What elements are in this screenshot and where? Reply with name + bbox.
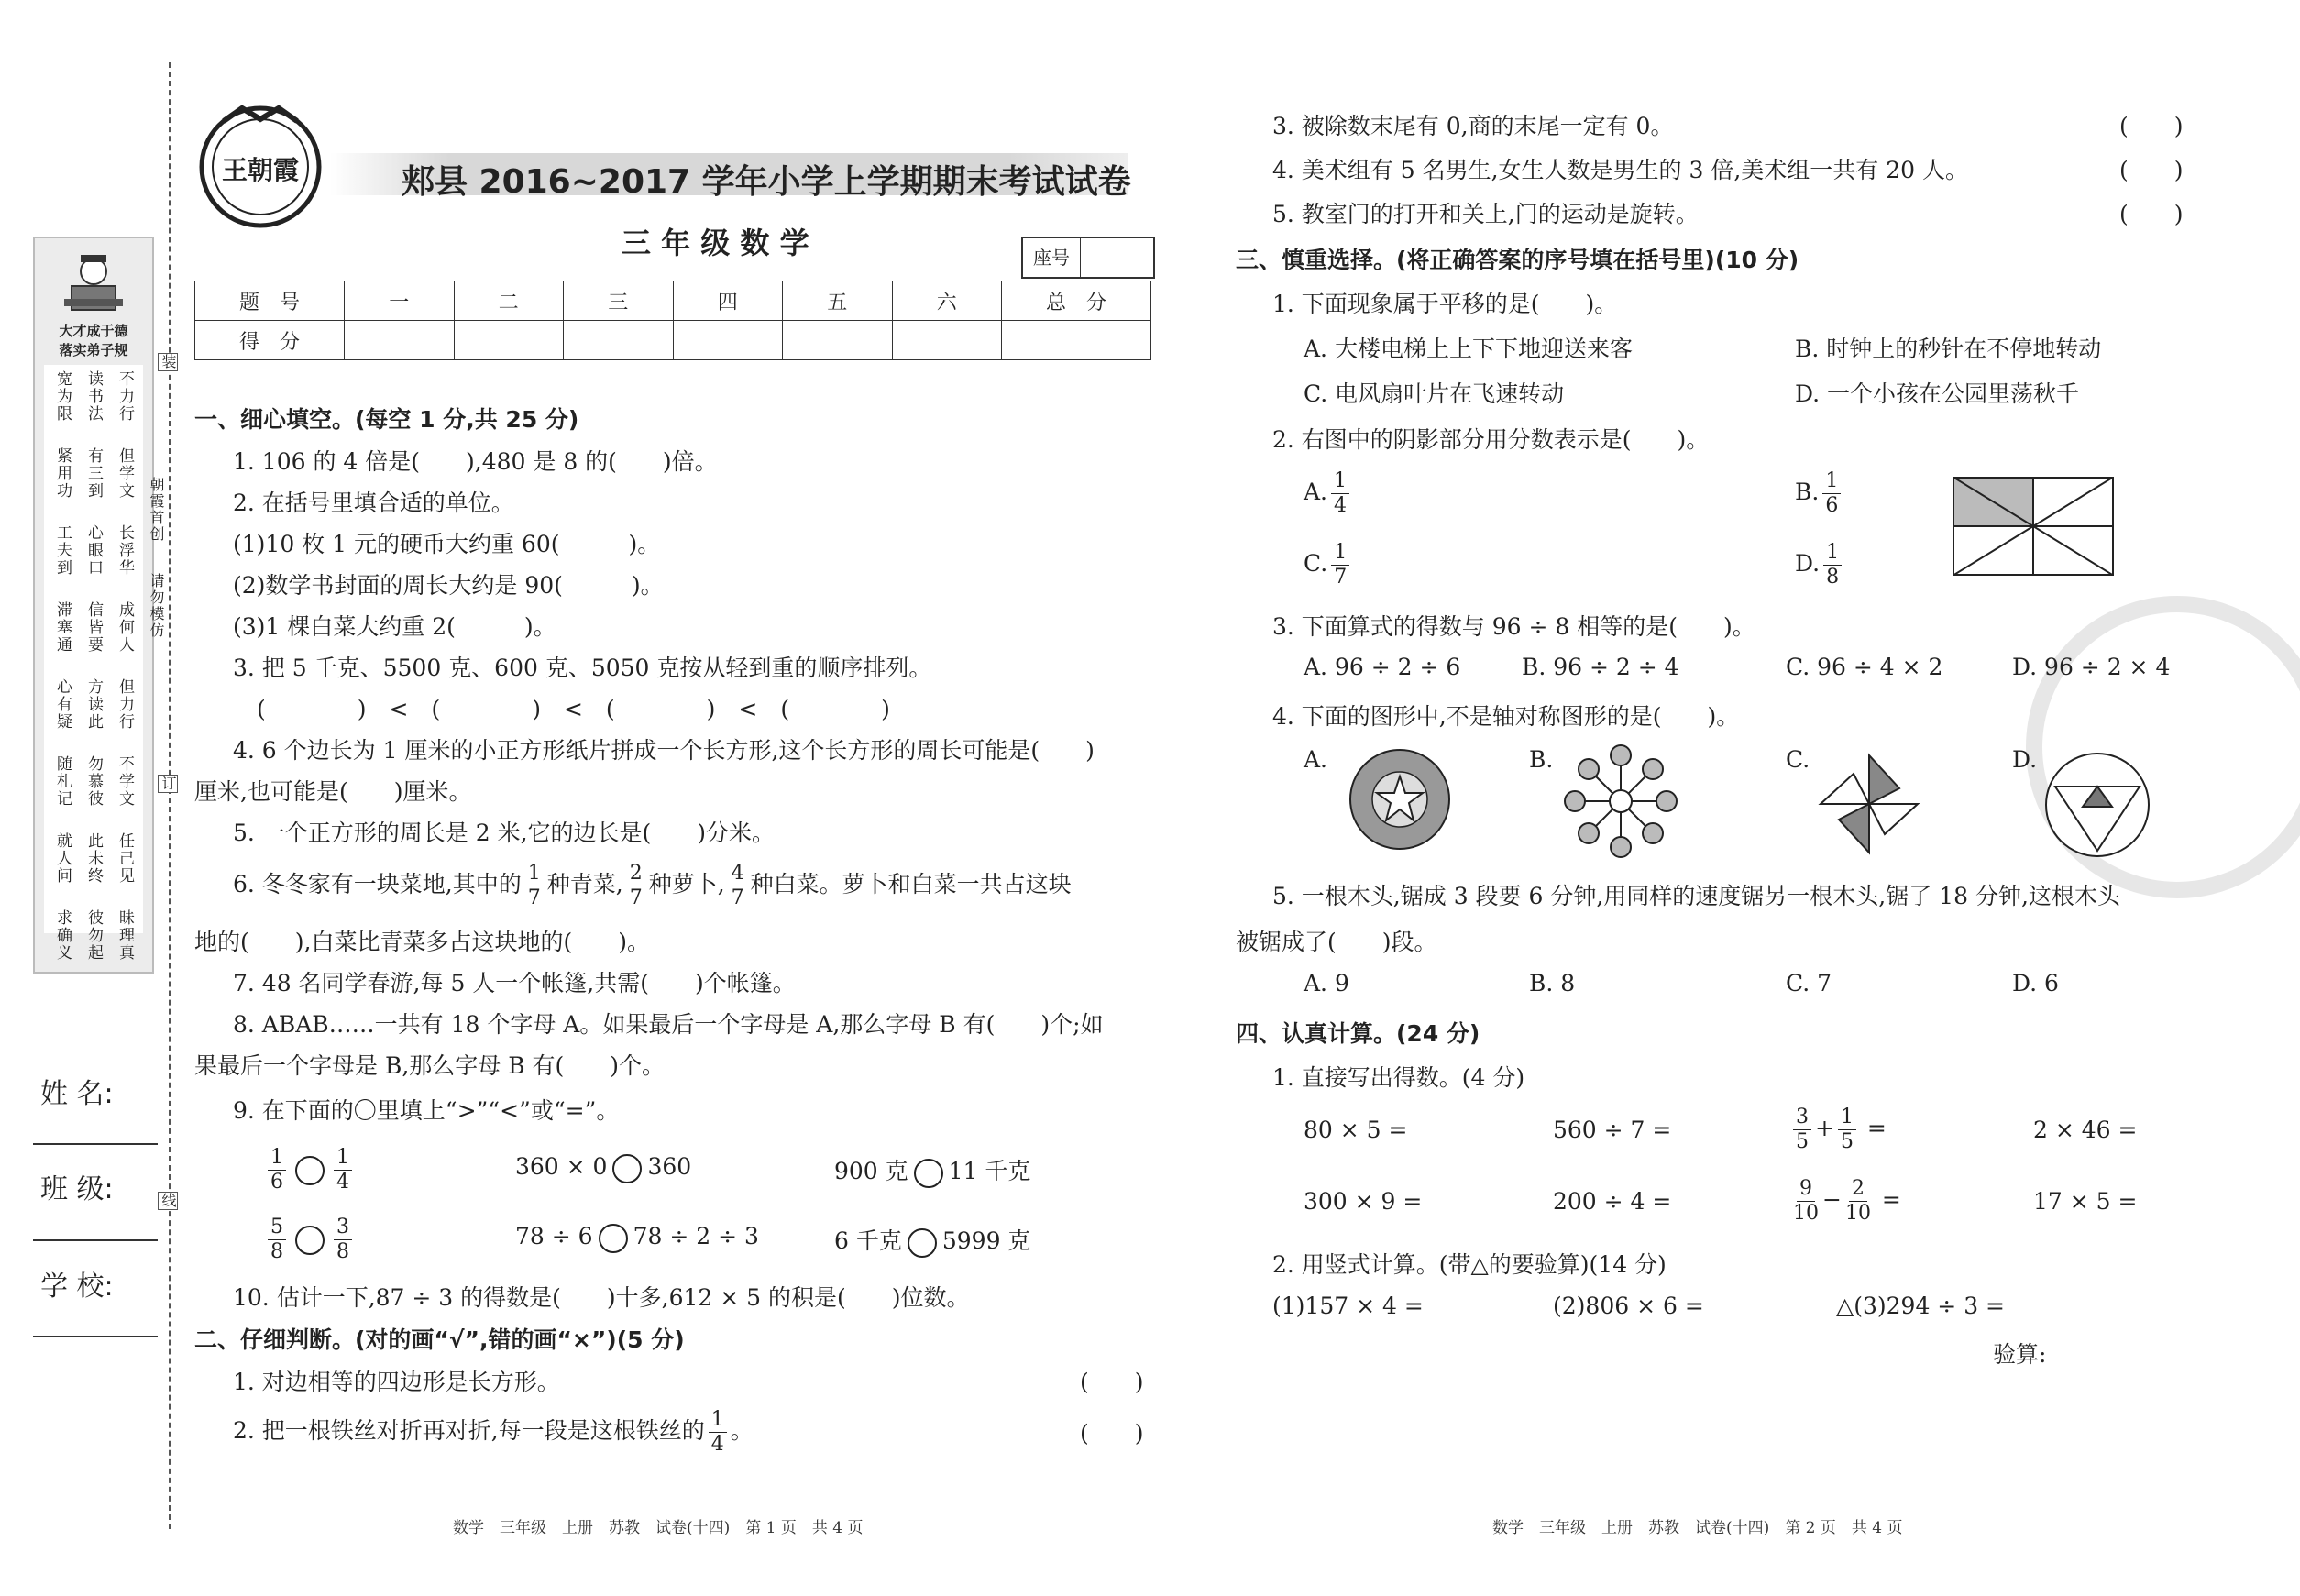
triangle-in-circle-figure bbox=[2042, 750, 2152, 860]
fraction bbox=[268, 1216, 286, 1264]
q2b: (2)数学书封面的周长大约是 90( )。 bbox=[233, 572, 664, 599]
q4a: 4. 6 个边长为 1 厘米的小正方形纸片拼成一个长方形,这个长方形的周长可能是( ) bbox=[233, 737, 1095, 764]
seat-input[interactable] bbox=[1081, 238, 1153, 277]
denominator: 10 bbox=[1844, 1202, 1871, 1225]
flower-circles-figure bbox=[1564, 744, 1678, 858]
q6-fraction-3 bbox=[729, 862, 747, 910]
right-footer: 数学 三年级 上册 苏教 试卷(十四) 第 2 页 共 4 页 bbox=[1492, 1519, 1903, 1537]
exam-subtitle: 三 年 级 数 学 bbox=[622, 226, 809, 260]
cut-mark-1: 装 bbox=[160, 354, 177, 370]
q9-row1-a bbox=[264, 1146, 356, 1194]
motto-column: 但力行 bbox=[116, 678, 134, 731]
school-label: 学 校: bbox=[40, 1271, 114, 1303]
motto-column: 滞塞通 bbox=[53, 601, 72, 654]
judge-2 bbox=[233, 1408, 754, 1457]
calc-1-r1-c bbox=[1789, 1106, 1887, 1154]
compare-circle[interactable] bbox=[612, 1154, 642, 1183]
judge-5: 5. 教室门的打开和关上,门的运动是旋转。 bbox=[1272, 201, 1699, 227]
q2: 2. 在括号里填合适的单位。 bbox=[233, 490, 514, 516]
fraction bbox=[1793, 1106, 1811, 1154]
judge-5-answer[interactable]: ( ) bbox=[2119, 201, 2184, 227]
fraction bbox=[334, 1216, 352, 1264]
score-head-1: 一 bbox=[345, 281, 455, 321]
right-expr: 11 千克 bbox=[948, 1158, 1031, 1184]
numerator: 2 bbox=[627, 862, 645, 886]
numerator: 1 bbox=[1331, 469, 1349, 494]
numerator: 1 bbox=[1822, 469, 1841, 494]
q3: 3. 把 5 千克、5500 克、600 克、5050 克按从轻到重的顺序排列。 bbox=[233, 655, 932, 681]
denominator: 4 bbox=[1334, 494, 1348, 517]
equals: = bbox=[1866, 1115, 1887, 1141]
choice-2-b[interactable] bbox=[1795, 469, 1844, 518]
motto-column: 读书法 bbox=[84, 370, 103, 423]
calc-1: 1. 直接写出得数。(4 分) bbox=[1272, 1064, 1525, 1091]
calc-1-r1-d: 2 × 46 = bbox=[2033, 1117, 2138, 1143]
fraction bbox=[1845, 1177, 1871, 1226]
q6-fraction-2 bbox=[627, 862, 645, 910]
section-3-title: 三、慎重选择。(将正确答案的序号填在括号里)(10 分) bbox=[1236, 247, 1799, 273]
judge-1: 1. 对边相等的四边形是长方形。 bbox=[233, 1369, 560, 1395]
motto-column: 彼勿起 bbox=[84, 909, 103, 962]
calc-2-b: (2)806 × 6 = bbox=[1553, 1293, 1704, 1319]
right-expr: 5999 克 bbox=[941, 1227, 1031, 1254]
option-label: A. bbox=[1304, 479, 1328, 505]
numerator: 2 bbox=[1849, 1177, 1867, 1202]
denominator: 8 bbox=[1826, 566, 1840, 589]
choice-3-c[interactable]: C. 96 ÷ 4 × 2 bbox=[1786, 654, 1943, 680]
score-head-5: 五 bbox=[783, 281, 893, 321]
motto-column: 成何人 bbox=[116, 601, 134, 654]
class-label: 班 级: bbox=[40, 1173, 114, 1205]
motto-column: 信皆要 bbox=[84, 601, 103, 654]
denominator: 7 bbox=[731, 886, 744, 909]
motto-column: 勿慕彼 bbox=[84, 755, 103, 808]
motto-column: 不学文 bbox=[116, 755, 134, 808]
section-1-title: 一、细心填空。(每空 1 分,共 25 分) bbox=[194, 406, 579, 433]
numerator: 1 bbox=[1838, 1106, 1856, 1130]
name-line[interactable] bbox=[33, 1143, 158, 1145]
motto-column: 工夫到 bbox=[53, 524, 72, 577]
score-cell[interactable] bbox=[1002, 321, 1151, 360]
fraction bbox=[1331, 469, 1349, 518]
choice-3-a[interactable]: A. 96 ÷ 2 ÷ 6 bbox=[1304, 654, 1461, 680]
numerator: 4 bbox=[729, 862, 747, 886]
compare-circle[interactable] bbox=[908, 1228, 937, 1258]
equals: = bbox=[1881, 1186, 1901, 1213]
choice-3-b[interactable]: B. 96 ÷ 2 ÷ 4 bbox=[1522, 654, 1679, 680]
motto-column: 随札记 bbox=[53, 755, 72, 808]
denominator: 4 bbox=[710, 1433, 724, 1456]
motto-column: 但学文 bbox=[116, 447, 134, 500]
fraction bbox=[334, 1146, 352, 1194]
motto-column: 心有疑 bbox=[53, 678, 72, 731]
judge-2-fraction bbox=[709, 1408, 727, 1457]
cut-mark-2: 订 bbox=[160, 776, 177, 792]
left-expr: 360 × 0 bbox=[515, 1153, 608, 1180]
name-label: 姓 名: bbox=[40, 1078, 114, 1110]
denominator: 6 bbox=[1825, 494, 1839, 517]
copyright-2: 请勿模仿 bbox=[148, 573, 165, 639]
option-label: B. bbox=[1795, 479, 1820, 505]
fraction bbox=[1793, 1177, 1819, 1226]
denominator: 7 bbox=[1334, 566, 1348, 589]
numerator: 5 bbox=[268, 1216, 286, 1240]
numerator: 1 bbox=[334, 1146, 352, 1171]
calc-1-r2-b: 200 ÷ 4 = bbox=[1553, 1188, 1672, 1215]
compare-circle[interactable] bbox=[599, 1224, 628, 1253]
fraction bbox=[268, 1146, 286, 1194]
right-expr: 360 bbox=[647, 1153, 692, 1180]
fraction bbox=[1822, 469, 1841, 518]
score-head-3: 三 bbox=[564, 281, 674, 321]
choice-1-d[interactable]: D. 一个小孩在公园里荡秋千 bbox=[1795, 380, 2080, 407]
motto-column: 有三到 bbox=[84, 447, 103, 500]
judge-4-answer[interactable]: ( ) bbox=[2119, 157, 2184, 183]
choice-3-d[interactable]: D. 96 ÷ 2 × 4 bbox=[2012, 654, 2171, 680]
calc-1-r1-b: 560 ÷ 7 = bbox=[1553, 1117, 1672, 1143]
choice-4-b-label[interactable]: B. bbox=[1529, 746, 1554, 773]
q6-part2: 种青菜, bbox=[546, 871, 623, 897]
motto-bottom: 落实弟子规 bbox=[59, 342, 128, 358]
calc-2-c: △(3)294 ÷ 3 = bbox=[1836, 1293, 2005, 1319]
q6-part4: 种白菜。萝卜和白菜一共占这块 bbox=[750, 871, 1072, 897]
q10: 10. 估计一下,87 ÷ 3 的得数是( )十多,612 × 5 的积是( )位数。 bbox=[233, 1284, 970, 1311]
q9-row2-b bbox=[515, 1223, 759, 1253]
fraction bbox=[1838, 1106, 1856, 1154]
compare-circle[interactable] bbox=[295, 1226, 325, 1255]
denominator: 7 bbox=[527, 886, 541, 909]
fraction bbox=[1823, 541, 1842, 589]
calc-1-r2-c bbox=[1789, 1177, 1901, 1226]
exam-title: 郏县 2016~2017 学年小学上学期期末考试试卷 bbox=[402, 163, 1131, 201]
choice-5a: 5. 一根木头,锯成 3 段要 6 分钟,用同样的速度锯另一根木头,锯了 18 分钟,这根木头 bbox=[1272, 883, 2120, 909]
motto-top: 大才成于德 bbox=[59, 323, 128, 339]
denominator: 5 bbox=[1840, 1130, 1854, 1153]
numerator: 1 bbox=[1823, 541, 1842, 566]
binding-dashed-line bbox=[169, 62, 171, 1529]
q6-part1: 6. 冬冬家有一块菜地,其中的 bbox=[233, 871, 522, 897]
left-expr: 900 克 bbox=[834, 1158, 908, 1184]
operator: + bbox=[1815, 1115, 1834, 1141]
pinwheel-figure bbox=[1817, 752, 1921, 856]
numerator: 1 bbox=[1331, 541, 1349, 566]
motto-column: 宽为限 bbox=[53, 370, 72, 423]
star-in-circle-figure bbox=[1348, 747, 1452, 852]
choice-5-a[interactable]: A. 9 bbox=[1304, 970, 1349, 996]
score-head-4: 四 bbox=[673, 281, 783, 321]
q3-order-blanks: ( ) < ( ) < ( ) < ( ) bbox=[257, 696, 890, 722]
seat-label: 座号 bbox=[1023, 238, 1081, 277]
section-4-title: 四、认真计算。(24 分) bbox=[1236, 1020, 1480, 1047]
motto-column: 长浮华 bbox=[116, 524, 134, 577]
denominator: 7 bbox=[629, 886, 643, 909]
motto-column: 心眼口 bbox=[84, 524, 103, 577]
score-cell[interactable] bbox=[564, 321, 674, 360]
fraction bbox=[1331, 541, 1349, 589]
school-line[interactable] bbox=[33, 1336, 158, 1337]
left-expr: 78 ÷ 6 bbox=[515, 1223, 593, 1249]
numerator: 3 bbox=[1793, 1106, 1811, 1130]
q8b: 果最后一个字母是 B,那么字母 B 有( )个。 bbox=[194, 1052, 666, 1079]
q6-part3: 种萝卜, bbox=[648, 871, 725, 897]
numerator: 3 bbox=[334, 1216, 352, 1240]
motto-column: 昧理真 bbox=[116, 909, 134, 962]
numerator: 9 bbox=[1797, 1177, 1815, 1202]
judge-1-answer[interactable]: ( ) bbox=[1080, 1369, 1144, 1395]
judge-3: 3. 被除数末尾有 0,商的末尾一定有 0。 bbox=[1272, 113, 1674, 139]
score-head-6: 六 bbox=[892, 281, 1002, 321]
score-head-label: 题 号 bbox=[195, 281, 345, 321]
motto-columns bbox=[44, 365, 143, 962]
q9: 9. 在下面的〇里填上“>”“<”或“=”。 bbox=[233, 1097, 620, 1124]
motto-column: 紧用功 bbox=[53, 447, 72, 500]
q1: 1. 106 的 4 倍是( ),480 是 8 的( )倍。 bbox=[233, 448, 718, 475]
seat-box bbox=[1021, 237, 1155, 279]
q9-row2-c bbox=[834, 1223, 1030, 1258]
numerator: 1 bbox=[525, 862, 544, 886]
score-cell[interactable] bbox=[673, 321, 783, 360]
judge-3-answer[interactable]: ( ) bbox=[2119, 113, 2184, 139]
compare-circle[interactable] bbox=[914, 1159, 943, 1188]
choice-4-a-label[interactable]: A. bbox=[1304, 746, 1328, 773]
score-cell[interactable] bbox=[892, 321, 1002, 360]
denominator: 8 bbox=[270, 1240, 283, 1263]
choice-5-b[interactable]: B. 8 bbox=[1529, 970, 1576, 996]
judge-4: 4. 美术组有 5 名男生,女生人数是男生的 3 倍,美术组一共有 20 人。 bbox=[1272, 157, 1968, 183]
choice-5b: 被锯成了( )段。 bbox=[1236, 929, 1437, 955]
motto-column: 求确义 bbox=[53, 909, 72, 962]
q6b: 地的( ),白菜比青菜多占这块地的( )。 bbox=[194, 929, 650, 955]
choice-5-c[interactable]: C. 7 bbox=[1786, 970, 1832, 996]
copyright-1: 朝霞首创 bbox=[148, 477, 165, 543]
choice-1-a[interactable]: A. 大楼电梯上上下下地迎送来客 bbox=[1304, 336, 1633, 362]
judge-2-answer[interactable]: ( ) bbox=[1080, 1420, 1144, 1447]
choice-1: 1. 下面现象属于平移的是( )。 bbox=[1272, 291, 1618, 317]
q4b: 厘米,也可能是( )厘米。 bbox=[194, 778, 472, 805]
motto-column: 就人问 bbox=[53, 832, 72, 885]
choice-1-b[interactable]: B. 时钟上的秒针在不停地转动 bbox=[1795, 336, 2102, 362]
judge-2-part2: 。 bbox=[730, 1417, 754, 1444]
q2c: (3)1 棵白菜大约重 2( )。 bbox=[233, 613, 556, 640]
shaded-rectangle-figure bbox=[1953, 477, 2114, 576]
choice-5-d[interactable]: D. 6 bbox=[2012, 970, 2059, 996]
motto-column: 不力行 bbox=[116, 370, 134, 423]
choice-2-a[interactable] bbox=[1304, 469, 1353, 518]
denominator: 8 bbox=[336, 1240, 349, 1263]
choice-4: 4. 下面的图形中,不是轴对称图形的是( )。 bbox=[1272, 703, 1740, 730]
motto-column: 方读此 bbox=[84, 678, 103, 731]
numerator: 1 bbox=[709, 1408, 727, 1433]
compare-circle[interactable] bbox=[295, 1156, 325, 1185]
denominator: 5 bbox=[1796, 1130, 1809, 1153]
motto-column: 此未终 bbox=[84, 832, 103, 885]
left-footer: 数学 三年级 上册 苏教 试卷(十四) 第 1 页 共 4 页 bbox=[453, 1519, 864, 1537]
operator: − bbox=[1822, 1186, 1842, 1213]
q8a: 8. ABAB……一共有 18 个字母 A。如果最后一个字母是 A,那么字母 B 有( )个;如 bbox=[233, 1011, 1104, 1038]
choice-2-c[interactable] bbox=[1304, 541, 1353, 589]
q6-fraction-1 bbox=[525, 862, 544, 910]
q5: 5. 一个正方形的周长是 2 米,它的边长是( )分米。 bbox=[233, 820, 776, 846]
q7: 7. 48 名同学春游,每 5 人一个帐篷,共需( )个帐篷。 bbox=[233, 970, 796, 996]
calc-2-a: (1)157 × 4 = bbox=[1272, 1293, 1424, 1319]
right-expr: 78 ÷ 2 ÷ 3 bbox=[633, 1223, 759, 1249]
choice-4-c-label[interactable]: C. bbox=[1786, 746, 1810, 773]
cut-mark-3: 线 bbox=[160, 1193, 177, 1209]
choice-3: 3. 下面算式的得数与 96 ÷ 8 相等的是( )。 bbox=[1272, 613, 1755, 640]
q9-row1-b bbox=[515, 1153, 691, 1183]
choice-2: 2. 右图中的阴影部分用分数表示是( )。 bbox=[1272, 426, 1710, 453]
class-line[interactable] bbox=[33, 1239, 158, 1241]
numerator: 1 bbox=[268, 1146, 286, 1171]
score-head-2: 二 bbox=[454, 281, 564, 321]
option-label: C. bbox=[1304, 550, 1328, 577]
q9-row2-a bbox=[264, 1216, 356, 1264]
denominator: 6 bbox=[270, 1171, 283, 1194]
calc-1-r1-a: 80 × 5 = bbox=[1304, 1117, 1408, 1143]
brand-logo-text: 王朝霞 bbox=[221, 155, 299, 185]
calc-1-r2-d: 17 × 5 = bbox=[2033, 1188, 2138, 1215]
motto-panel bbox=[33, 237, 154, 974]
left-expr: 6 千克 bbox=[834, 1227, 902, 1254]
score-row-label: 得 分 bbox=[195, 321, 345, 360]
option-label: D. bbox=[1795, 550, 1821, 577]
choice-1-c[interactable]: C. 电风扇叶片在飞速转动 bbox=[1304, 380, 1565, 407]
score-cell[interactable] bbox=[454, 321, 564, 360]
denominator: 10 bbox=[1793, 1202, 1819, 1225]
choice-4-d-label[interactable]: D. bbox=[2012, 746, 2038, 773]
calc-1-r2-a: 300 × 9 = bbox=[1304, 1188, 1423, 1215]
score-head-total: 总 分 bbox=[1002, 281, 1151, 321]
score-cell[interactable] bbox=[783, 321, 893, 360]
denominator: 4 bbox=[336, 1171, 349, 1194]
section-2-title: 二、仔细判断。(对的画“√”,错的画“×”)(5 分) bbox=[194, 1326, 685, 1353]
judge-2-part1: 2. 把一根铁丝对折再对折,每一段是这根铁丝的 bbox=[233, 1417, 705, 1444]
calc-2: 2. 用竖式计算。(带△的要验算)(14 分) bbox=[1272, 1251, 1667, 1278]
score-cell[interactable] bbox=[345, 321, 455, 360]
q6 bbox=[233, 862, 1072, 910]
q2a: (1)10 枚 1 元的硬币大约重 60( )。 bbox=[233, 531, 661, 557]
choice-2-d[interactable] bbox=[1795, 541, 1845, 589]
brand-logo bbox=[196, 103, 325, 235]
calc-2-check-label: 验算: bbox=[1993, 1341, 2047, 1368]
score-table bbox=[194, 281, 1151, 360]
motto-column: 任己见 bbox=[116, 832, 134, 885]
q9-row1-c bbox=[834, 1153, 1030, 1188]
scholar-illustration bbox=[35, 248, 152, 321]
